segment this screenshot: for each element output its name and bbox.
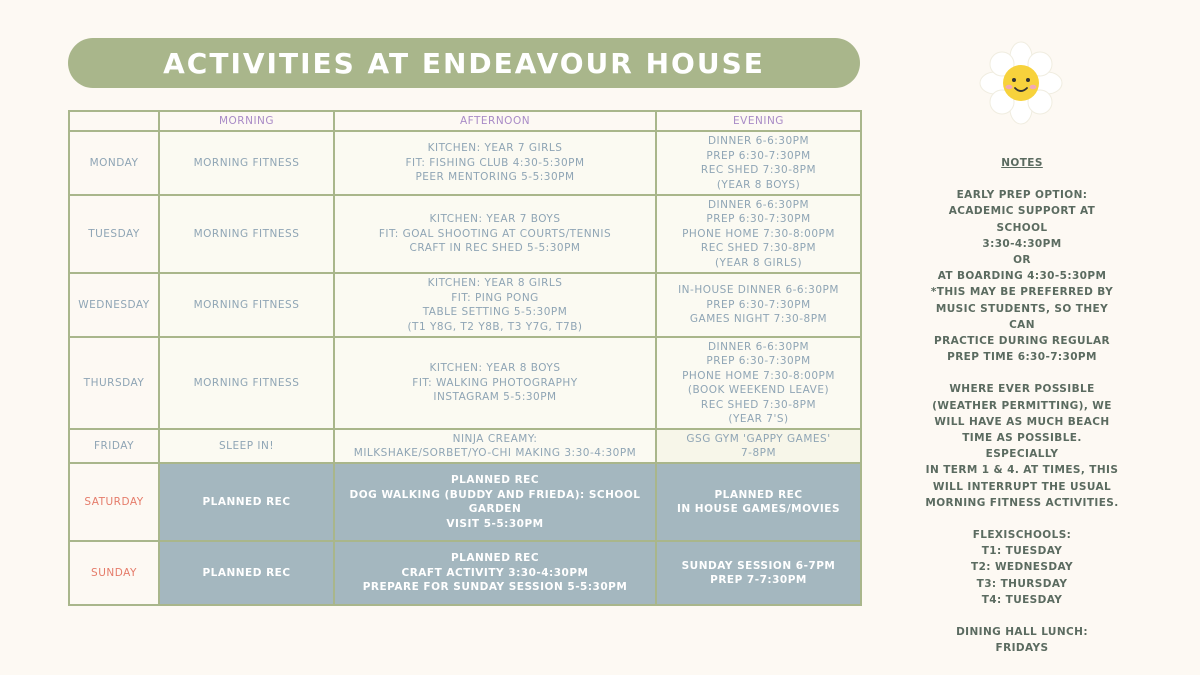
evening-activity: (YEAR 8 BOYS): [716, 178, 801, 191]
afternoon-activity: PLANNED REC: [450, 552, 540, 565]
note-line: PREP TIME 6:30-7:30PM: [947, 351, 1097, 364]
afternoon-activity: DOG WALKING (BUDDY AND FRIEDA): SCHOOL GARDEN: [349, 488, 641, 515]
evening-activity: 7-8PM: [740, 447, 777, 459]
evening-activity: DINNER 6-6:30PM: [707, 198, 810, 211]
header-row: [69, 111, 861, 131]
morning-activity: MORNING FITNESS: [193, 227, 300, 240]
evening-cell: [656, 541, 861, 605]
afternoon-cell: [334, 337, 656, 429]
afternoon-activity: KITCHEN: YEAR 8 GIRLS: [427, 277, 563, 289]
note-line: AT BOARDING 4:30-5:30PM: [937, 270, 1107, 283]
note-line: WILL INTERRUPT THE USUAL: [932, 480, 1112, 493]
evening-activity: REC SHED 7:30-8PM: [700, 164, 817, 176]
afternoon-activity: (T1 Y8G, T2 Y8B, T3 Y7G, T7B): [407, 320, 583, 333]
morning-activity: PLANNED REC: [202, 495, 291, 508]
evening-activity: IN HOUSE GAMES/MOVIES: [676, 503, 841, 515]
evening-activity: PREP 6:30-7:30PM: [706, 149, 811, 162]
afternoon-activity: PLANNED REC: [450, 474, 540, 486]
header-morning: MORNING: [159, 111, 334, 131]
morning-activity: MORNING FITNESS: [193, 298, 300, 311]
note-line: WHERE EVER POSSIBLE: [949, 383, 1095, 396]
afternoon-activity: PEER MENTORING 5-5:30PM: [415, 171, 575, 184]
morning-cell: [159, 429, 334, 463]
morning-cell: [159, 541, 334, 605]
evening-activity: PREP 6:30-7:30PM: [706, 213, 811, 226]
day-label: SATURDAY: [69, 463, 159, 541]
afternoon-cell: [334, 195, 656, 273]
day-label: WEDNESDAY: [69, 273, 159, 337]
notes-blocks: [924, 187, 1120, 656]
evening-activity: IN-HOUSE DINNER 6-6:30PM: [678, 284, 839, 297]
afternoon-cell: [334, 541, 656, 605]
note-line: WILL HAVE AS MUCH BEACH: [934, 415, 1110, 428]
day-label: MONDAY: [69, 131, 159, 195]
header-corner: [69, 111, 159, 131]
afternoon-activity: FIT: PING PONG: [451, 291, 539, 304]
afternoon-activity: CRAFT ACTIVITY 3:30-4:30PM: [401, 566, 589, 579]
schedule-body: [69, 131, 861, 605]
afternoon-activity: MILKSHAKE/SORBET/YO-CHI MAKING 3:30-4:30PM: [353, 447, 637, 459]
evening-activity: PHONE HOME 7:30-8:00PM: [682, 369, 835, 382]
note-line: FLEXISCHOOLS:: [972, 529, 1072, 542]
afternoon-activity: FIT: FISHING CLUB 4:30-5:30PM: [405, 156, 585, 169]
afternoon-activity: NINJA CREAMY:: [452, 432, 538, 445]
morning-cell: [159, 195, 334, 273]
afternoon-activity: FIT: WALKING PHOTOGRAPHY: [412, 376, 578, 389]
header-afternoon: AFTERNOON: [334, 111, 656, 131]
evening-activity: PREP 7-7:30PM: [710, 574, 807, 586]
evening-cell: [656, 131, 861, 195]
header-evening: EVENING: [656, 111, 861, 131]
title-banner: [68, 38, 860, 88]
notes-panel: [924, 155, 1120, 656]
morning-cell: [159, 337, 334, 429]
note-line: T1: TUESDAY: [981, 545, 1063, 558]
morning-activity: SLEEP IN!: [218, 439, 275, 452]
afternoon-activity: KITCHEN: YEAR 7 BOYS: [429, 213, 561, 226]
afternoon-activity: PREPARE FOR SUNDAY SESSION 5-5:30PM: [362, 581, 628, 594]
morning-cell: [159, 273, 334, 337]
evening-activity: PHONE HOME 7:30-8:00PM: [682, 227, 835, 240]
evening-activity: GAMES NIGHT 7:30-8PM: [689, 313, 828, 326]
note-line: DINING HALL LUNCH:: [956, 626, 1088, 639]
afternoon-activity: VISIT 5-5:30PM: [446, 517, 544, 530]
note-line: T2: WEDNESDAY: [971, 561, 1073, 574]
note-line: (WEATHER PERMITTING), WE: [932, 399, 1112, 412]
afternoon-cell: [334, 131, 656, 195]
evening-cell: [656, 273, 861, 337]
morning-activity: MORNING FITNESS: [193, 376, 300, 389]
schedule-row-thursday: [69, 337, 861, 429]
note-line: OR: [1013, 254, 1031, 267]
evening-activity: PREP 6:30-7:30PM: [706, 355, 811, 367]
morning-cell: [159, 131, 334, 195]
evening-cell: [656, 429, 861, 463]
note-line: IN TERM 1 & 4. AT TIMES, THIS: [925, 464, 1119, 477]
evening-cell: [656, 463, 861, 541]
day-label: SUNDAY: [69, 541, 159, 605]
evening-activity: REC SHED 7:30-8PM: [700, 398, 817, 411]
evening-activity: DINNER 6-6:30PM: [707, 135, 810, 147]
evening-activity: (BOOK WEEKEND LEAVE): [687, 384, 830, 396]
evening-activity: PLANNED REC: [714, 488, 803, 501]
daisy-smiley-icon: [978, 40, 1064, 126]
note-line: MUSIC STUDENTS, SO THEY CAN: [935, 302, 1109, 331]
evening-activity: GSG GYM 'GAPPY GAMES': [686, 432, 831, 445]
afternoon-activity: CRAFT IN REC SHED 5-5:30PM: [409, 242, 581, 255]
day-label: FRIDAY: [69, 429, 159, 463]
schedule-row-monday: [69, 131, 861, 195]
schedule-row-friday: [69, 429, 861, 463]
afternoon-cell: [334, 429, 656, 463]
page-title: ACTIVITIES AT ENDEAVOUR HOUSE: [163, 46, 765, 80]
schedule-row-wednesday: [69, 273, 861, 337]
note-line: FRIDAYS: [995, 642, 1049, 655]
afternoon-activity: KITCHEN: YEAR 7 GIRLS: [427, 142, 563, 155]
evening-activity: REC SHED 7:30-8PM: [700, 242, 817, 255]
schedule-table: [68, 110, 862, 606]
evening-cell: [656, 195, 861, 273]
evening-activity: SUNDAY SESSION 6-7PM: [681, 559, 836, 572]
notes-heading: NOTES: [1001, 157, 1043, 169]
schedule-row-tuesday: [69, 195, 861, 273]
note-line: PRACTICE DURING REGULAR: [933, 335, 1110, 348]
note-line: EARLY PREP OPTION:: [956, 189, 1088, 202]
afternoon-activity: KITCHEN: YEAR 8 BOYS: [429, 362, 561, 375]
schedule-row-saturday: [69, 463, 861, 541]
note-line: TIME AS POSSIBLE. ESPECIALLY: [962, 432, 1082, 461]
afternoon-activity: TABLE SETTING 5-5:30PM: [422, 306, 568, 318]
note-line: 3:30-4:30PM: [982, 237, 1062, 250]
morning-activity: PLANNED REC: [202, 566, 291, 579]
evening-activity: DINNER 6-6:30PM: [707, 340, 810, 353]
evening-activity: (YEAR 8 GIRLS): [714, 256, 803, 269]
afternoon-activity: INSTAGRAM 5-5:30PM: [433, 391, 557, 404]
evening-activity: (YEAR 7'S): [728, 413, 789, 425]
day-label: TUESDAY: [69, 195, 159, 273]
afternoon-cell: [334, 273, 656, 337]
afternoon-activity: FIT: GOAL SHOOTING AT COURTS/TENNIS: [378, 227, 612, 240]
note-line: MORNING FITNESS ACTIVITIES.: [925, 496, 1119, 509]
evening-activity: PREP 6:30-7:30PM: [706, 298, 811, 311]
day-label: THURSDAY: [69, 337, 159, 429]
note-line: *THIS MAY BE PREFERRED BY: [930, 286, 1114, 299]
evening-cell: [656, 337, 861, 429]
note-line: ACADEMIC SUPPORT AT SCHOOL: [948, 205, 1096, 234]
morning-cell: [159, 463, 334, 541]
afternoon-cell: [334, 463, 656, 541]
morning-activity: MORNING FITNESS: [193, 156, 300, 169]
note-line: T3: THURSDAY: [976, 577, 1068, 590]
schedule-row-sunday: [69, 541, 861, 605]
note-line: T4: TUESDAY: [981, 593, 1063, 606]
